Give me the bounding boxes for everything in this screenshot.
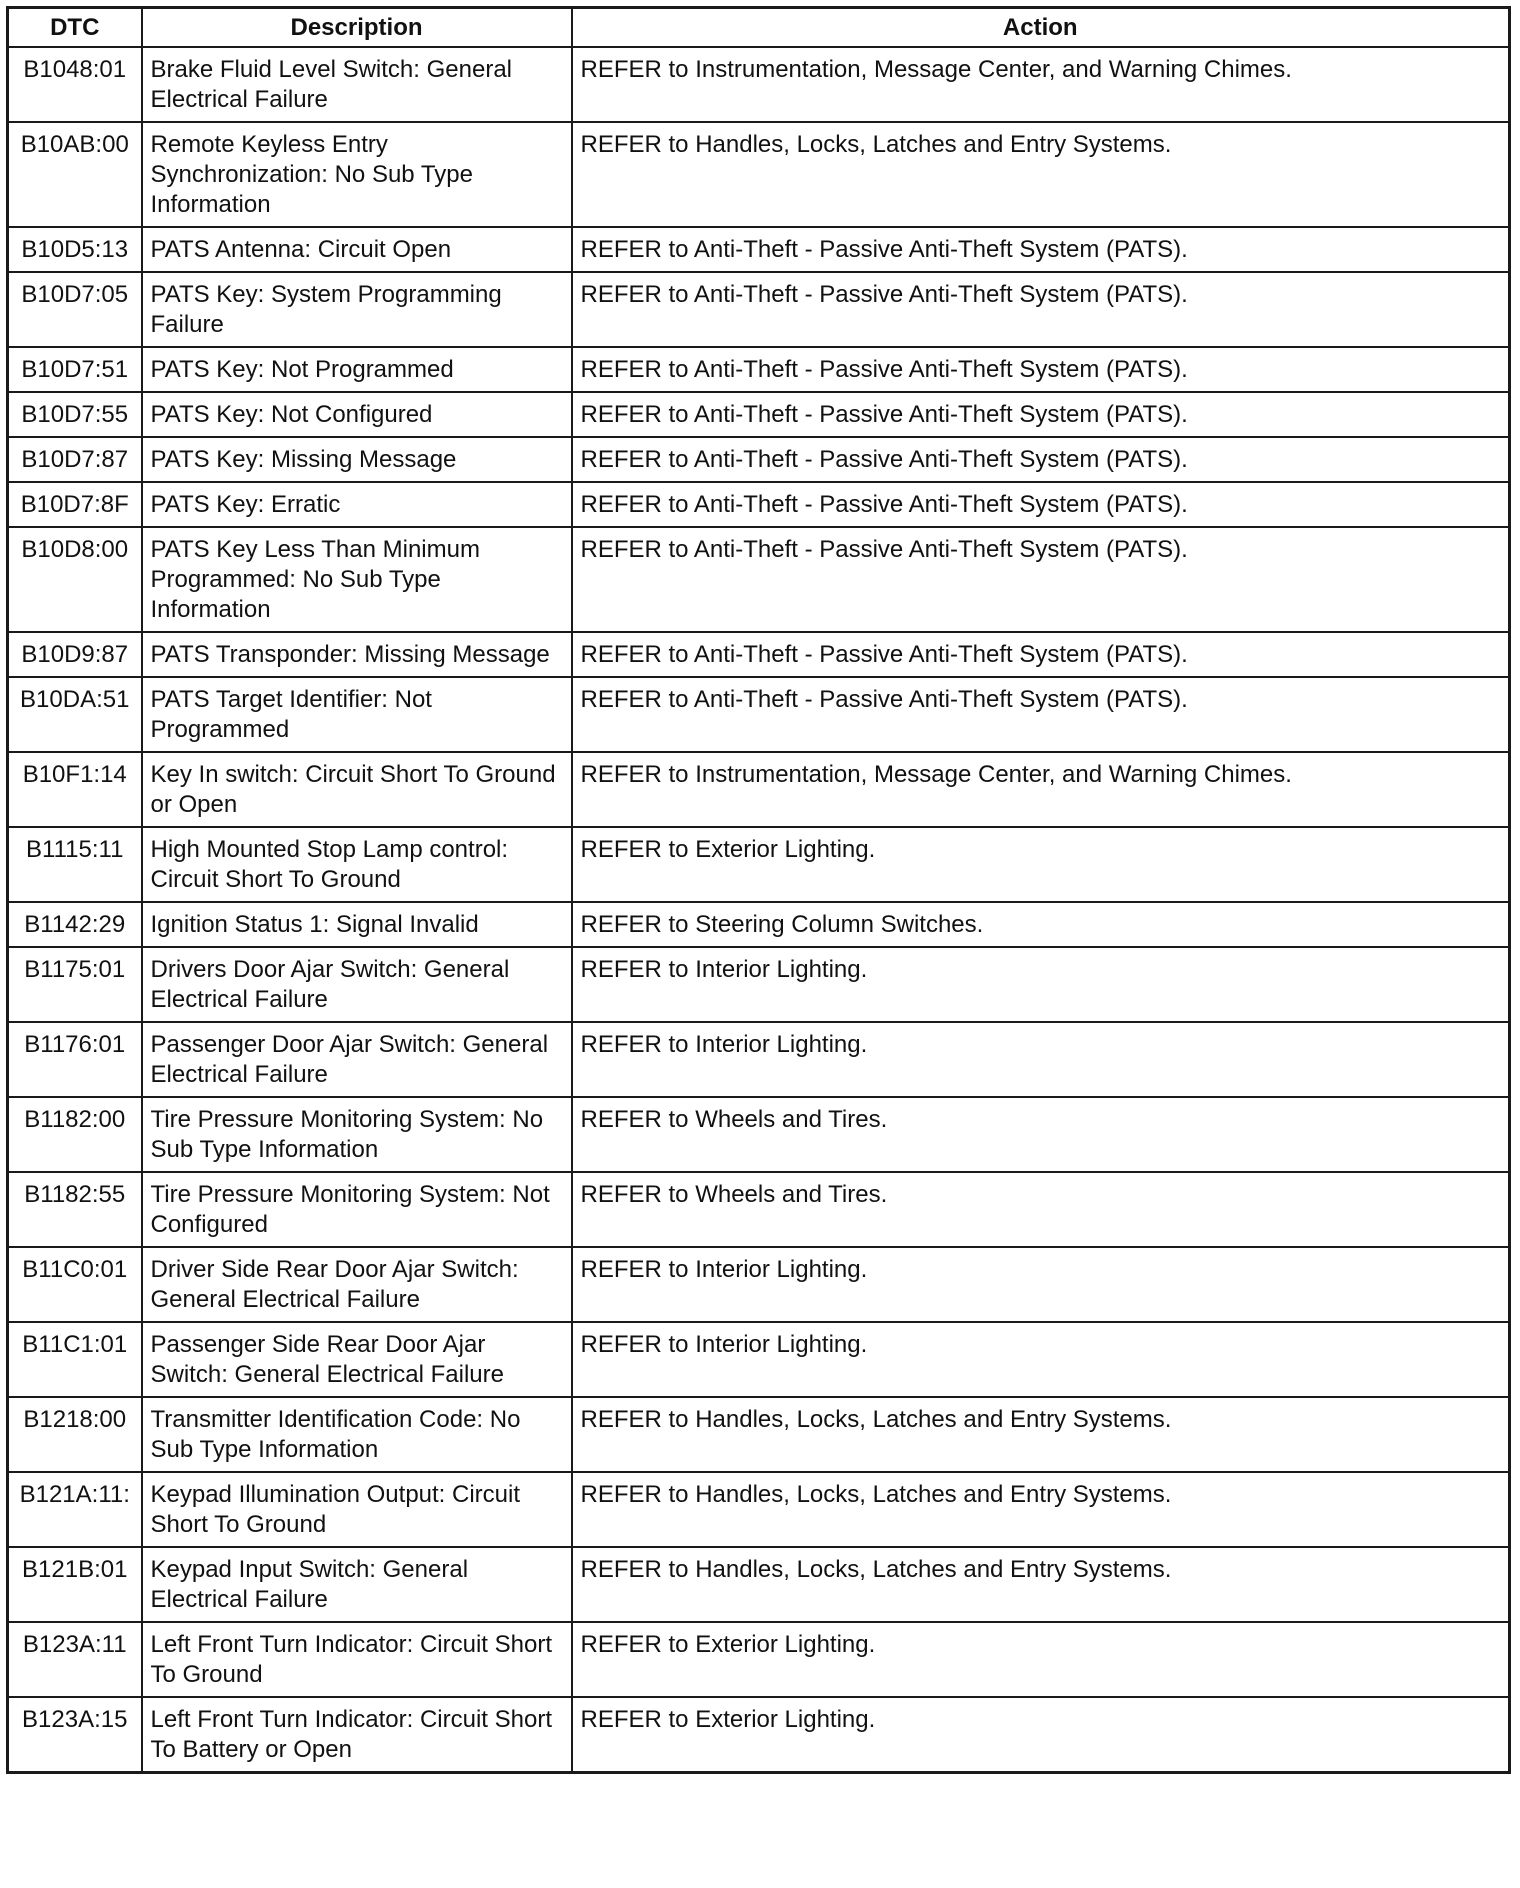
dtc-code-cell: B1175:01 bbox=[8, 947, 142, 1022]
description-cell: PATS Key: Not Configured bbox=[142, 392, 572, 437]
description-cell: PATS Target Identifier: Not Programmed bbox=[142, 677, 572, 752]
description-cell: Ignition Status 1: Signal Invalid bbox=[142, 902, 572, 947]
header-row bbox=[8, 8, 1510, 48]
dtc-code-cell: B10AB:00 bbox=[8, 122, 142, 227]
action-cell: REFER to Interior Lighting. bbox=[572, 1247, 1510, 1322]
dtc-code-cell: B1048:01 bbox=[8, 47, 142, 122]
dtc-code-cell: B11C0:01 bbox=[8, 1247, 142, 1322]
dtc-code-cell: B10D7:87 bbox=[8, 437, 142, 482]
dtc-code-cell: B10D7:51 bbox=[8, 347, 142, 392]
dtc-code-cell: B10D7:05 bbox=[8, 272, 142, 347]
header-description: Description bbox=[142, 8, 572, 48]
action-cell: REFER to Exterior Lighting. bbox=[572, 827, 1510, 902]
action-cell: REFER to Anti-Theft - Passive Anti-Theft System (PATS). bbox=[572, 392, 1510, 437]
action-cell: REFER to Anti-Theft - Passive Anti-Theft System (PATS). bbox=[572, 527, 1510, 632]
dtc-code-cell: B10D9:87 bbox=[8, 632, 142, 677]
table-row bbox=[8, 632, 1510, 677]
dtc-code-cell: B1115:11 bbox=[8, 827, 142, 902]
table-row bbox=[8, 1397, 1510, 1472]
dtc-code-cell: B123A:11 bbox=[8, 1622, 142, 1697]
table-row bbox=[8, 437, 1510, 482]
action-cell: REFER to Interior Lighting. bbox=[572, 947, 1510, 1022]
table-row bbox=[8, 947, 1510, 1022]
action-cell: REFER to Interior Lighting. bbox=[572, 1022, 1510, 1097]
description-cell: Tire Pressure Monitoring System: No Sub Type Information bbox=[142, 1097, 572, 1172]
action-cell: REFER to Anti-Theft - Passive Anti-Theft System (PATS). bbox=[572, 227, 1510, 272]
description-cell: Tire Pressure Monitoring System: Not Configured bbox=[142, 1172, 572, 1247]
description-cell: PATS Key: Erratic bbox=[142, 482, 572, 527]
action-cell: REFER to Handles, Locks, Latches and Entry Systems. bbox=[572, 122, 1510, 227]
description-cell: Driver Side Rear Door Ajar Switch: General Electrical Failure bbox=[142, 1247, 572, 1322]
action-cell: REFER to Steering Column Switches. bbox=[572, 902, 1510, 947]
description-cell: Key In switch: Circuit Short To Ground or Open bbox=[142, 752, 572, 827]
description-cell: Transmitter Identification Code: No Sub Type Information bbox=[142, 1397, 572, 1472]
dtc-code-cell: B10D8:00 bbox=[8, 527, 142, 632]
table-row bbox=[8, 1022, 1510, 1097]
dtc-code-cell: B1176:01 bbox=[8, 1022, 142, 1097]
action-cell: REFER to Anti-Theft - Passive Anti-Theft System (PATS). bbox=[572, 482, 1510, 527]
description-cell: Passenger Side Rear Door Ajar Switch: General Electrical Failure bbox=[142, 1322, 572, 1397]
action-cell: REFER to Anti-Theft - Passive Anti-Theft System (PATS). bbox=[572, 437, 1510, 482]
description-cell: PATS Key: Missing Message bbox=[142, 437, 572, 482]
header-action: Action bbox=[572, 8, 1510, 48]
action-cell: REFER to Handles, Locks, Latches and Entry Systems. bbox=[572, 1547, 1510, 1622]
dtc-code-cell: B123A:15 bbox=[8, 1697, 142, 1773]
description-cell: Passenger Door Ajar Switch: General Electrical Failure bbox=[142, 1022, 572, 1097]
dtc-code-cell: B1218:00 bbox=[8, 1397, 142, 1472]
dtc-code-cell: B10D7:55 bbox=[8, 392, 142, 437]
action-cell: REFER to Instrumentation, Message Center, and Warning Chimes. bbox=[572, 752, 1510, 827]
dtc-code-cell: B10D5:13 bbox=[8, 227, 142, 272]
dtc-code-cell: B1182:55 bbox=[8, 1172, 142, 1247]
table-row bbox=[8, 122, 1510, 227]
action-cell: REFER to Anti-Theft - Passive Anti-Theft System (PATS). bbox=[572, 272, 1510, 347]
table-row bbox=[8, 1322, 1510, 1397]
description-cell: PATS Key Less Than Minimum Programmed: No Sub Type Information bbox=[142, 527, 572, 632]
dtc-table bbox=[6, 6, 1511, 1774]
description-cell: Keypad Input Switch: General Electrical Failure bbox=[142, 1547, 572, 1622]
description-cell: PATS Transponder: Missing Message bbox=[142, 632, 572, 677]
action-cell: REFER to Handles, Locks, Latches and Entry Systems. bbox=[572, 1397, 1510, 1472]
table-row bbox=[8, 527, 1510, 632]
action-cell: REFER to Instrumentation, Message Center, and Warning Chimes. bbox=[572, 47, 1510, 122]
dtc-code-cell: B11C1:01 bbox=[8, 1322, 142, 1397]
action-cell: REFER to Exterior Lighting. bbox=[572, 1697, 1510, 1773]
dtc-code-cell: B1142:29 bbox=[8, 902, 142, 947]
table-row bbox=[8, 1172, 1510, 1247]
description-cell: Remote Keyless Entry Synchronization: No Sub Type Information bbox=[142, 122, 572, 227]
table-row bbox=[8, 482, 1510, 527]
description-cell: High Mounted Stop Lamp control: Circuit Short To Ground bbox=[142, 827, 572, 902]
table-row bbox=[8, 1622, 1510, 1697]
table-row bbox=[8, 1547, 1510, 1622]
dtc-code-cell: B10DA:51 bbox=[8, 677, 142, 752]
description-cell: PATS Key: Not Programmed bbox=[142, 347, 572, 392]
dtc-code-cell: B121A:11: bbox=[8, 1472, 142, 1547]
description-cell: Brake Fluid Level Switch: General Electrical Failure bbox=[142, 47, 572, 122]
table-row bbox=[8, 227, 1510, 272]
table-row bbox=[8, 752, 1510, 827]
table-row bbox=[8, 272, 1510, 347]
action-cell: REFER to Anti-Theft - Passive Anti-Theft System (PATS). bbox=[572, 347, 1510, 392]
table-row bbox=[8, 347, 1510, 392]
action-cell: REFER to Handles, Locks, Latches and Entry Systems. bbox=[572, 1472, 1510, 1547]
dtc-code-cell: B10F1:14 bbox=[8, 752, 142, 827]
header-dtc: DTC bbox=[8, 8, 142, 48]
table-row bbox=[8, 677, 1510, 752]
table-body bbox=[8, 47, 1510, 1773]
description-cell: Left Front Turn Indicator: Circuit Short To Ground bbox=[142, 1622, 572, 1697]
description-cell: Keypad Illumination Output: Circuit Short To Ground bbox=[142, 1472, 572, 1547]
action-cell: REFER to Anti-Theft - Passive Anti-Theft System (PATS). bbox=[572, 677, 1510, 752]
dtc-code-cell: B1182:00 bbox=[8, 1097, 142, 1172]
description-cell: PATS Key: System Programming Failure bbox=[142, 272, 572, 347]
description-cell: Left Front Turn Indicator: Circuit Short To Battery or Open bbox=[142, 1697, 572, 1773]
dtc-code-cell: B121B:01 bbox=[8, 1547, 142, 1622]
description-cell: PATS Antenna: Circuit Open bbox=[142, 227, 572, 272]
description-cell: Drivers Door Ajar Switch: General Electrical Failure bbox=[142, 947, 572, 1022]
action-cell: REFER to Exterior Lighting. bbox=[572, 1622, 1510, 1697]
table-row bbox=[8, 47, 1510, 122]
table-row bbox=[8, 1472, 1510, 1547]
table-row bbox=[8, 1697, 1510, 1773]
table-row bbox=[8, 827, 1510, 902]
table-row bbox=[8, 1097, 1510, 1172]
table-row bbox=[8, 902, 1510, 947]
action-cell: REFER to Wheels and Tires. bbox=[572, 1172, 1510, 1247]
action-cell: REFER to Anti-Theft - Passive Anti-Theft System (PATS). bbox=[572, 632, 1510, 677]
dtc-code-cell: B10D7:8F bbox=[8, 482, 142, 527]
table-row bbox=[8, 392, 1510, 437]
action-cell: REFER to Interior Lighting. bbox=[572, 1322, 1510, 1397]
action-cell: REFER to Wheels and Tires. bbox=[572, 1097, 1510, 1172]
table-row bbox=[8, 1247, 1510, 1322]
table-header bbox=[8, 8, 1510, 48]
